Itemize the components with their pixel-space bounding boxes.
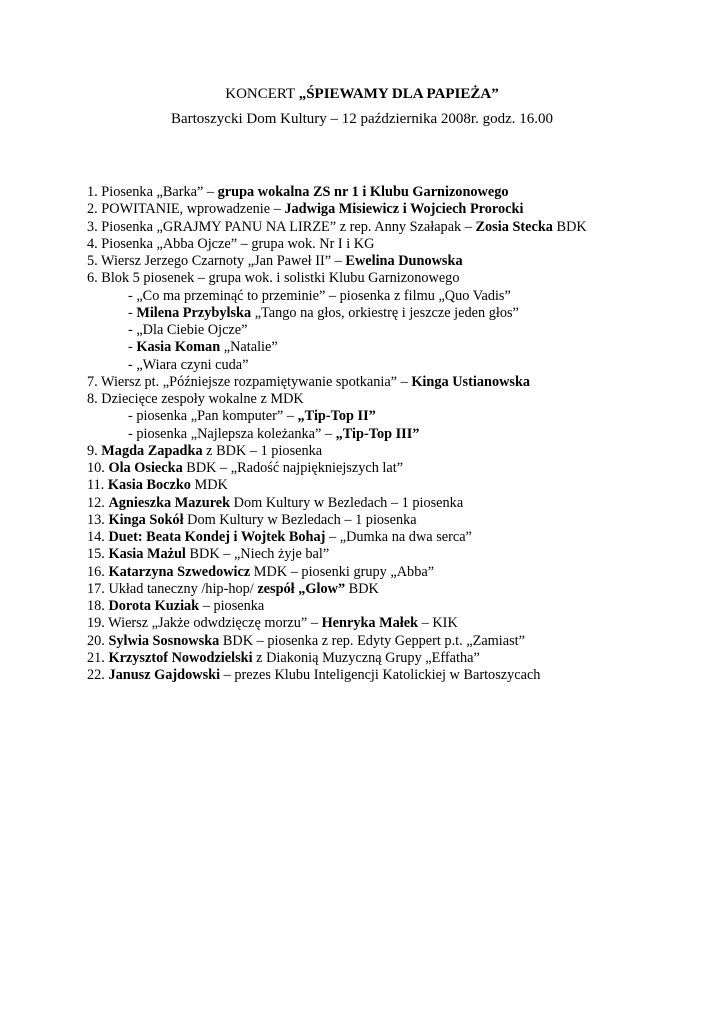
item-text: – prezes Klubu Inteligencji Katolickiej w Bartoszycach xyxy=(220,667,541,683)
program-sub-item xyxy=(87,357,707,374)
program-sub-item xyxy=(87,339,707,356)
program-sub-item xyxy=(87,305,707,322)
performer-name: Kinga Sokół xyxy=(108,511,184,528)
performer-name: zespół „Glow” xyxy=(257,580,346,597)
item-text: BDK – „Niech żyje bal” xyxy=(185,546,330,563)
program-item xyxy=(87,598,707,615)
program-sub-item xyxy=(87,288,707,305)
performer-name: Ola Osiecka xyxy=(108,460,183,476)
performer-name: Kasia Koman xyxy=(136,339,221,356)
performer-name: grupa wokalna ZS nr 1 i Klubu Garnizonowego xyxy=(217,184,509,200)
item-text: 3. Piosenka „GRAJMY PANU NA LIRZE” z rep. Anny Szałapak – xyxy=(87,218,476,235)
item-text: BDK – piosenka z rep. Edyty Geppert p.t. „Zamiast” xyxy=(219,632,526,649)
item-text: 22. xyxy=(87,667,109,683)
item-text: - „Dla Ciebie Ojcze” xyxy=(128,322,248,338)
page-title xyxy=(0,85,724,103)
item-text: 16. xyxy=(87,563,109,580)
item-text: z Diakonią Muzyczną Grupy „Effatha” xyxy=(252,649,480,666)
item-text: 20. xyxy=(87,632,109,649)
item-text: MDK xyxy=(190,477,228,494)
program-item xyxy=(87,236,707,253)
program-item xyxy=(87,615,707,632)
item-text: - „Co ma przeminąć to przeminie” – piosenka z filmu „Quo Vadis” xyxy=(128,287,511,304)
program-item xyxy=(87,650,707,667)
performer-name: Kinga Ustianowska xyxy=(411,373,531,390)
performer-name: Ewelina Dunowska xyxy=(345,253,463,269)
performer-name: Katarzyna Szwedowicz xyxy=(108,563,251,580)
item-text: 5. Wiersz Jerzego Czarnoty „Jan Paweł II” – xyxy=(87,253,346,269)
item-text: 18. xyxy=(87,598,109,614)
program-sub-item xyxy=(87,408,707,425)
item-text: - piosenka „Najlepsza koleżanka” – xyxy=(128,425,336,442)
performer-name: Sylwia Sosnowska xyxy=(108,632,220,649)
program-item xyxy=(87,581,707,598)
item-text: – KIK xyxy=(418,615,458,632)
item-text: 6. Blok 5 piosenek – grupa wok. i solistki Klubu Garnizonowego xyxy=(87,270,460,287)
performer-name: Dorota Kuziak xyxy=(108,598,200,614)
program-item xyxy=(87,443,707,460)
item-text: 12. xyxy=(87,494,109,511)
performer-name: Kasia Boczko xyxy=(107,477,191,494)
item-text: – „Dumka na dwa serca” xyxy=(325,529,472,545)
item-text: 8. Dziecięce zespoły wokalne z MDK xyxy=(87,391,304,407)
item-text: BDK xyxy=(345,580,379,597)
performer-name: Janusz Gajdowski xyxy=(108,667,221,683)
program-item xyxy=(87,529,707,546)
item-text: z BDK – 1 piosenka xyxy=(202,442,323,459)
item-text: 1. Piosenka „Barka” – xyxy=(87,184,218,200)
performer-name: Henryka Małek xyxy=(321,615,419,632)
program-item xyxy=(87,477,707,494)
item-text: Dom Kultury w Bezledach – 1 piosenka xyxy=(183,511,417,528)
item-text: Dom Kultury w Bezledach – 1 piosenka xyxy=(230,494,464,511)
item-text: „Tango na głos, orkiestrę i jeszcze jeden głos” xyxy=(251,304,519,321)
program-list xyxy=(87,184,707,684)
program-sub-item xyxy=(87,426,707,443)
item-text: - piosenka „Pan komputer” – xyxy=(128,408,298,425)
performer-name: „Tip-Top III” xyxy=(335,425,420,442)
item-text: 4. Piosenka „Abba Ojcze” – grupa wok. Nr I i KG xyxy=(87,235,375,252)
item-text: „Natalie” xyxy=(220,339,278,356)
program-item xyxy=(87,391,707,408)
performer-name: Magda Zapadka xyxy=(101,442,203,459)
item-text: 2. POWITANIE, wprowadzenie – xyxy=(87,201,285,218)
item-text: 17. Układ taneczny /hip-hop/ xyxy=(87,580,258,597)
item-text: 11. xyxy=(87,477,108,494)
title-prefix: KONCERT xyxy=(225,86,299,102)
page-subtitle: Bartoszycki Dom Kultury – 12 października 2008r. godz. 16.00 xyxy=(170,111,553,127)
performer-name: Krzysztof Nowodzielski xyxy=(108,649,253,666)
program-item xyxy=(87,564,707,581)
performer-name: Jadwiga Misiewicz i Wojciech Prorocki xyxy=(284,201,524,218)
item-text: 15. xyxy=(87,546,109,563)
item-text: BDK xyxy=(552,218,587,235)
program-item xyxy=(87,374,707,391)
title-concert-name: „ŚPIEWAMY DLA PAPIEŻA” xyxy=(298,86,499,102)
program-sub-item xyxy=(87,322,707,339)
program-item xyxy=(87,546,707,563)
program-item xyxy=(87,667,707,684)
program-item xyxy=(87,495,707,512)
item-text: 21. xyxy=(87,649,109,666)
item-text: 10. xyxy=(87,460,109,476)
program-item xyxy=(87,460,707,477)
item-text: 19. Wiersz „Jakże odwdzięczę morzu” – xyxy=(87,615,322,632)
item-text: BDK – „Radość najpiękniejszych lat” xyxy=(182,460,404,476)
item-text: - xyxy=(128,339,137,356)
item-text: - „Wiara czyni cuda” xyxy=(128,356,249,373)
item-text: – piosenka xyxy=(199,598,265,614)
item-text: 9. xyxy=(87,442,102,459)
program-item xyxy=(87,633,707,650)
item-text: MDK – piosenki grupy „Abba” xyxy=(250,563,435,580)
program-item xyxy=(87,201,707,218)
performer-name: Zosia Stecka xyxy=(475,218,553,235)
performer-name: Duet: Beata Kondej i Wojtek Bohaj xyxy=(108,529,326,545)
program-item xyxy=(87,270,707,287)
program-item xyxy=(87,219,707,236)
item-text: 7. Wiersz pt. „Późniejsze rozpamiętywanie spotkania” – xyxy=(87,373,412,390)
performer-name: Kasia Mażul xyxy=(108,546,186,563)
performer-name: Milena Przybylska xyxy=(136,304,252,321)
item-text: 13. xyxy=(87,511,109,528)
program-item xyxy=(87,253,707,270)
item-text: - xyxy=(128,304,137,321)
program-item xyxy=(87,184,707,201)
performer-name: „Tip-Top II” xyxy=(297,408,376,425)
item-text: 14. xyxy=(87,529,109,545)
performer-name: Agnieszka Mazurek xyxy=(108,494,231,511)
program-item xyxy=(87,512,707,529)
